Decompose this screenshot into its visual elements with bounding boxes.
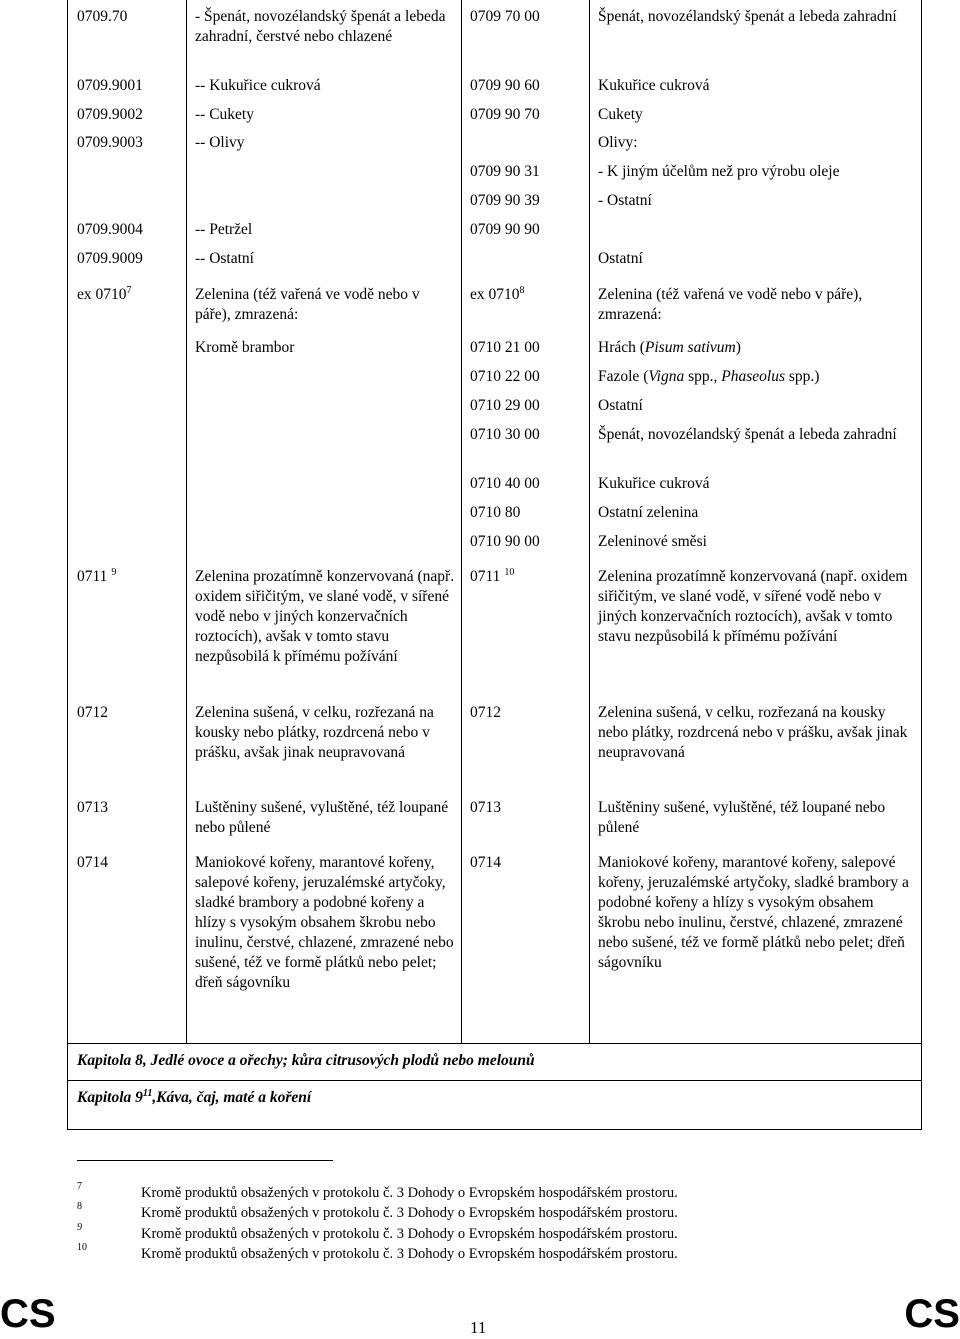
table-cell: 0710 22 00 bbox=[470, 368, 540, 385]
cell-text: spp., bbox=[684, 368, 722, 385]
table-cell bbox=[470, 567, 590, 587]
row-divider bbox=[67, 1080, 921, 1081]
table-cell: 0710 30 00 bbox=[470, 426, 540, 443]
table-cell: 0709.9002 bbox=[77, 106, 143, 123]
table-cell: Olivy: bbox=[598, 134, 638, 151]
table-cell: 0709.9009 bbox=[77, 250, 143, 267]
table-cell: 0713 bbox=[470, 799, 501, 816]
column-divider bbox=[186, 0, 187, 1043]
table-cell: -- Kukuřice cukrová bbox=[195, 77, 321, 94]
table-cell: 0710 21 00 bbox=[470, 339, 540, 356]
table-cell: 0709.9004 bbox=[77, 221, 143, 238]
table-cell: 0710 90 00 bbox=[470, 533, 540, 550]
table-cell: Zelenina prozatímně konzervovaná (např. oxidem siřičitým, ve slané vodě, v sířené vodě nebo v jiných konzervačních roztocích), avšak v tomto stavu nezpůsobilá k přímému požívání bbox=[195, 568, 455, 665]
table-cell: Maniokové kořeny, marantové kořeny, salepové kořeny, jeruzalémské artyčoky, sladké brambory a podobné kořeny a hlízy s vysokým obsahem škrobu nebo inulinu, čerstvé, chlazené, zmrazené nebo sušené, též ve formě plátků nebo pelet; dřeň ságovníku bbox=[195, 854, 454, 991]
table-cell bbox=[77, 285, 187, 305]
footnote-ref: 8 bbox=[519, 285, 525, 296]
table-cell: Luštěniny sušené, vyluštěné, též loupané nebo půlené bbox=[598, 799, 886, 836]
footnote-ref: 7 bbox=[126, 285, 132, 296]
footnote-number: 10 bbox=[77, 1242, 87, 1253]
species-name: Pisum sativum bbox=[644, 339, 736, 356]
table-cell: 0709 90 60 bbox=[470, 77, 540, 94]
table-cell: Kukuřice cukrová bbox=[598, 77, 710, 94]
footnote-separator bbox=[77, 1160, 333, 1161]
table-cell: Kromě brambor bbox=[195, 339, 295, 356]
language-code-right: CS bbox=[904, 1292, 960, 1336]
table-cell: Luštěniny sušené, vyluštěné, též loupané nebo půlené bbox=[195, 799, 449, 836]
footnote-text: Kromě produktů obsažených v protokolu č. 3 Dohody o Evropském hospodářském prostoru. bbox=[141, 1205, 678, 1221]
table-cell: -- Petržel bbox=[195, 221, 253, 238]
table-cell bbox=[77, 567, 187, 587]
table-cell: 0710 29 00 bbox=[470, 397, 540, 414]
table-cell: - K jiným účelům než pro výrobu oleje bbox=[598, 163, 840, 180]
table-cell: 0709 90 90 bbox=[470, 221, 540, 238]
chapter-text: ,Káva, čaj, maté a koření bbox=[152, 1089, 312, 1106]
table-cell: Zeleninové směsi bbox=[598, 533, 707, 550]
cell-text: Hrách ( bbox=[598, 339, 645, 356]
table-cell: Zelenina (též vařená ve vodě nebo v páře), zmrazená: bbox=[598, 286, 863, 323]
footnote-number: 7 bbox=[77, 1181, 82, 1192]
table-cell: 0709 90 70 bbox=[470, 106, 540, 123]
table-cell: Špenát, novozélandský špenát a lebeda zahradní bbox=[598, 426, 897, 443]
table-cell: Zelenina (též vařená ve vodě nebo v páře), zmrazená: bbox=[195, 286, 420, 323]
table-cell: 0710 80 bbox=[470, 504, 521, 521]
footnote-text: Kromě produktů obsažených v protokolu č. 3 Dohody o Evropském hospodářském prostoru. bbox=[141, 1246, 678, 1262]
cell-text: ) bbox=[735, 339, 741, 356]
species-name: Phaseolus bbox=[721, 368, 785, 385]
cell-text: spp.) bbox=[785, 368, 820, 385]
table-cell: 0709.9001 bbox=[77, 77, 143, 94]
table-cell: 0712 bbox=[77, 704, 108, 721]
table-cell bbox=[598, 367, 913, 387]
chapter-9-heading bbox=[77, 1088, 311, 1108]
table-cell: Zelenina prozatímně konzervovaná (např. oxidem siřičitým, ve slané vodě, v sířené vodě nebo v jiných konzervačních roztocích), avšak v tomto stavu nezpůsobilá k přímému požívání bbox=[598, 568, 908, 645]
row-divider bbox=[67, 1043, 921, 1044]
table-cell: Ostatní zelenina bbox=[598, 504, 699, 521]
chapter-text: Kapitola 9 bbox=[77, 1089, 143, 1106]
column-divider bbox=[461, 0, 462, 1043]
page-number: 11 bbox=[470, 1318, 487, 1337]
table-cell: Zelenina sušená, v celku, rozřezaná na kousky nebo plátky, rozdrcená nebo v prášku, avšak jinak neupravovaná bbox=[598, 704, 908, 761]
cell-text: 0711 bbox=[470, 568, 501, 585]
table-cell bbox=[598, 338, 913, 358]
table-cell: Ostatní bbox=[598, 250, 643, 267]
table-cell: 0709 90 39 bbox=[470, 192, 540, 209]
table-cell: - Špenát, novozélandský špenát a lebeda zahradní, čerstvé nebo chlazené bbox=[195, 8, 446, 45]
table-cell: 0712 bbox=[470, 704, 501, 721]
table-cell: 0713 bbox=[77, 799, 108, 816]
language-code-left: CS bbox=[0, 1292, 56, 1336]
table-cell: Cukety bbox=[598, 106, 643, 123]
footnote-ref: 10 bbox=[504, 567, 515, 578]
table-cell: Maniokové kořeny, marantové kořeny, salepové kořeny, jeruzalémské artyčoky, sladké brambory a podobné kořeny a hlízy s vysokým obsahem škrobu nebo inulinu, čerstvé, chlazené, zmrazené nebo sušené, též ve formě plátků nebo pelet; dřeň ságovníku bbox=[598, 854, 909, 971]
table-cell: Špenát, novozélandský špenát a lebeda zahradní bbox=[598, 8, 897, 25]
footnote-number: 9 bbox=[77, 1222, 82, 1233]
footnote-text: Kromě produktů obsažených v protokolu č. 3 Dohody o Evropském hospodářském prostoru. bbox=[141, 1226, 678, 1242]
table-cell: -- Ostatní bbox=[195, 250, 254, 267]
cell-text: Fazole ( bbox=[598, 368, 649, 385]
table-cell: 0714 bbox=[470, 854, 501, 871]
footnote-number: 8 bbox=[77, 1201, 82, 1212]
footnote-text: Kromě produktů obsažených v protokolu č. 3 Dohody o Evropském hospodářském prostoru. bbox=[141, 1185, 678, 1201]
table-cell: Ostatní bbox=[598, 397, 643, 414]
table-cell: 0709 70 00 bbox=[470, 8, 540, 25]
footnote-ref: 9 bbox=[111, 567, 117, 578]
chapter-8-heading: Kapitola 8, Jedlé ovoce a ořechy; kůra citrusových plodů nebo melounů bbox=[77, 1052, 535, 1069]
footnote-ref: 11 bbox=[142, 1088, 153, 1099]
table-cell: Kukuřice cukrová bbox=[598, 475, 710, 492]
table-cell: - Ostatní bbox=[598, 192, 652, 209]
table-cell: 0709.70 bbox=[77, 8, 128, 25]
table-cell: Zelenina sušená, v celku, rozřezaná na kousky nebo plátky, rozdrcená nebo v prášku, avšak jinak neupravovaná bbox=[195, 704, 434, 761]
cell-text: 0711 bbox=[77, 568, 108, 585]
table-cell: 0709 90 31 bbox=[470, 163, 540, 180]
cell-text: ex 0710 bbox=[77, 286, 127, 303]
table-cell: 0714 bbox=[77, 854, 108, 871]
table-cell: 0709.9003 bbox=[77, 134, 143, 151]
cell-text: ex 0710 bbox=[470, 286, 520, 303]
table-cell: -- Cukety bbox=[195, 106, 254, 123]
table-cell: 0710 40 00 bbox=[470, 475, 540, 492]
table-cell: -- Olivy bbox=[195, 134, 245, 151]
table-cell bbox=[470, 285, 590, 305]
species-name: Vigna bbox=[648, 368, 685, 385]
